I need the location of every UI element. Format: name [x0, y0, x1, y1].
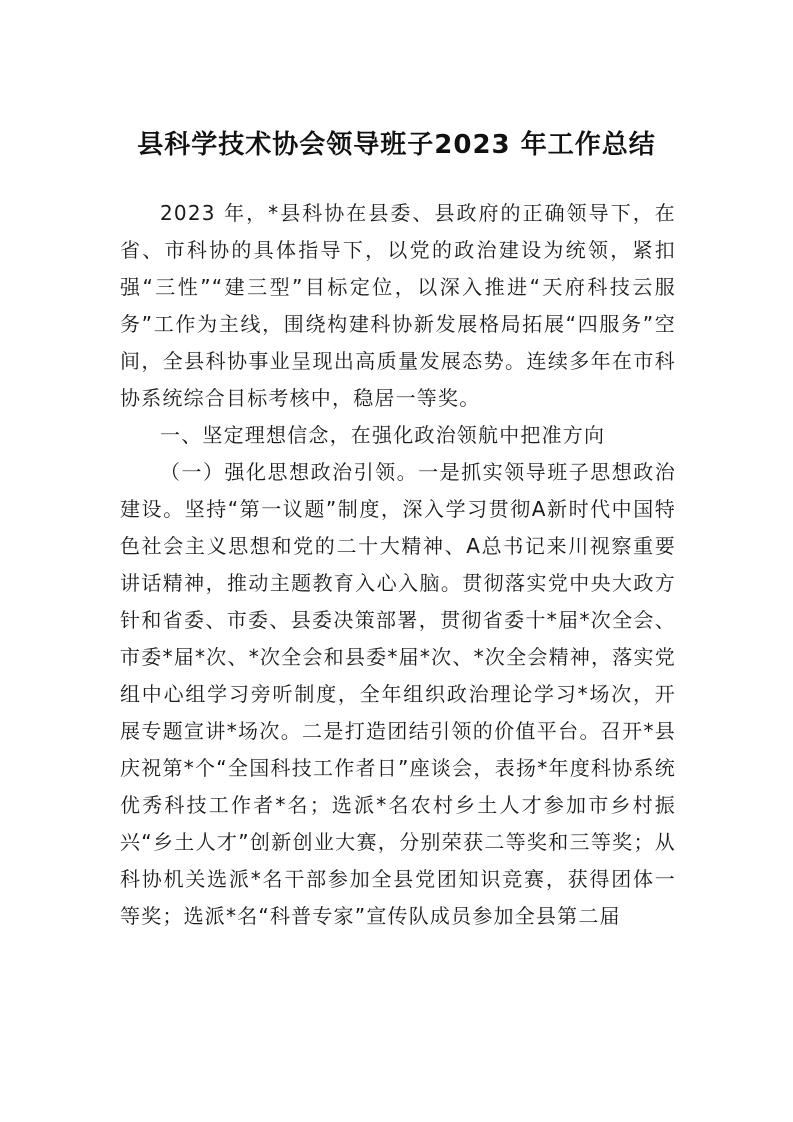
section-heading-1: 一、坚定理想信念，在强化政治领航中把准方向 [160, 423, 606, 447]
paragraph-intro: 2023 年，*县科协在县委、县政府的正确领导下，在省、市科协的具体指导下，以党的政治建设为统领，紧扣强“三性”“建三型”目标定位，以深入推进“天府科技云服务”工作为主线，围绕构建科协新发展格局拓展“四服务”空间，全县科协事业呈现出高质量发展态势。连续多年在市科协系统综合目标考核中，稳居一等奖。 [120, 201, 676, 410]
document-body [120, 195, 676, 935]
document-title: 县科学技术协会领导班子2023 年工作总结 [137, 130, 656, 160]
paragraph-section-1-1: （一）强化思想政治引领。一是抓实领导班子思想政治建设。坚持“第一议题”制度，深入学习贯彻A新时代中国特色社会主义思想和党的二十大精神、A总书记来川视察重要讲话精神，推动主题教育入心入脑。贯彻落实党中央大政方针和省委、市委、县委决策部署，贯彻省委十*届*次全会、市委*届*次、*次全会和县委*届*次、*次全会精神，落实党组中心组学习旁听制度，全年组织政治理论学习*场次，开展专题宣讲*场次。二是打造团结引领的价值平台。召开*县庆祝第*个“全国科技工作者日”座谈会，表扬*年度科协系统优秀科技工作者*名；选派*名农村乡土人才参加市乡村振兴“乡土人才”创新创业大赛，分别荣获二等奖和三等奖；从科协机关选派*名干部参加全县党团知识竞赛，获得团体一等奖；选派*名“科普专家”宣传队成员参加全县第二届 [120, 460, 676, 928]
